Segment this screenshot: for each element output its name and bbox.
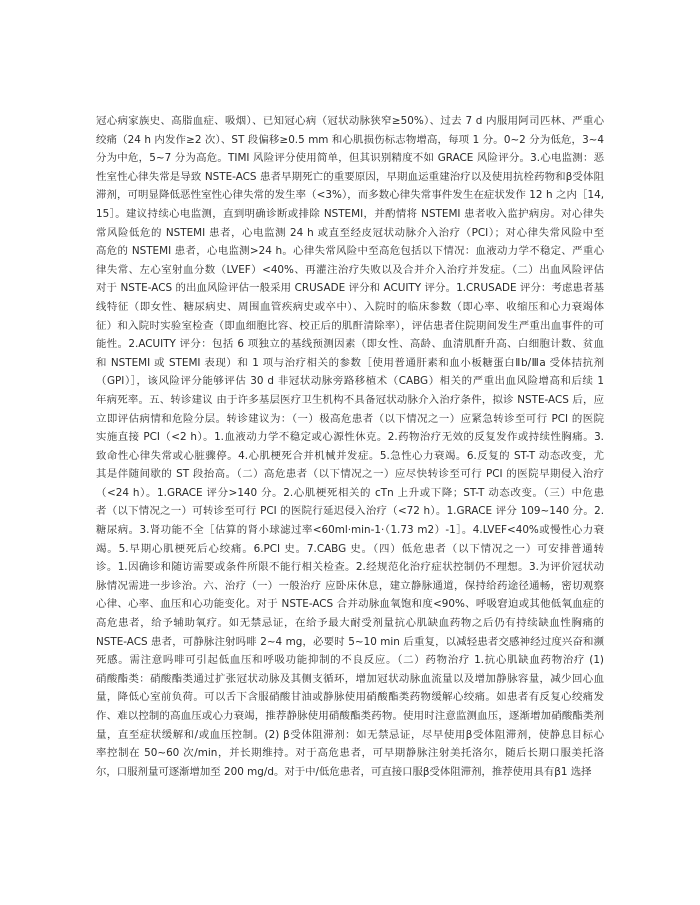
text-line: 致命性心律失常或心脏骤停。4.心肌梗死合并机械并发症。5.急性心力衰竭。6.反复的 ST-T 动态改变，尤	[96, 449, 604, 462]
text-line: 滞剂，可明显降低恶性室性心律失常的发生率（<3%），而多数心律失常事件发生在症状发作 12 h 之内［14,	[96, 189, 604, 202]
text-line: 线特征（即女性、糖尿病史、周围血管疾病史或卒中）、入院时的临床参数（即心率、收缩压和心力衰竭体	[96, 300, 604, 313]
text-line: 诊。1.因确诊和随访需要或条件所限不能行相关检查。2.经规范化治疗症状控制仍不理想。3.为评价冠状动	[96, 561, 604, 574]
text-line: 绞痛（24 h 内发作≥2 次）、ST 段偏移≥0.5 mm 和心肌损伤标志物增高，每项 1 分。0~2 分为低危，3~4	[96, 133, 604, 146]
text-line: 常风险低危的 NSTEMI 患者，心电监测 24 h 或直至经皮冠状动脉介入治疗（PCI）；对心律失常风险中至	[96, 226, 604, 239]
text-line: 糖尿病。3.肾功能不全［估算的肾小球滤过率<60ml·min-1·（1.73 m2）-1］。4.LVEF<40%或慢性心力衰	[96, 524, 604, 537]
text-line: 年病死率。五、转诊建议 由于许多基层医疗卫生机构不具备冠状动脉介入治疗条件，拟诊 NSTE-ACS 后，应	[96, 393, 604, 406]
text-line: 对于 NSTE-ACS 的出血风险评估一般采用 CRUSADE 评分和 ACUITY 评分。1.CRUSADE 评分：考虑患者基	[96, 282, 604, 295]
body-text	[96, 112, 604, 781]
text-line: 其是伴随间歇的 ST 段抬高。（二）高危患者（以下情况之一）应尽快转诊至可行 PCI 的医院早期侵入治疗	[96, 468, 604, 481]
text-line: 高危的 NSTEMI 患者，心电监测>24 h。心律失常风险中至高危包括以下情况：血液动力学不稳定、严重心	[96, 245, 604, 258]
text-line: 实施直接 PCI（<2 h）。1.血液动力学不稳定或心源性休克。2.药物治疗无效的反复发作或持续性胸痛。3.	[96, 431, 604, 444]
text-line: 量，降低心室前负荷。可以舌下含服硝酸甘油或静脉使用硝酸酯类药物缓解心绞痛。如患者有反复心绞痛发	[96, 691, 604, 704]
text-line: 尔，口服剂量可逐渐增加至 200 mg/d。对于中/低危患者，可直接口服β受体阻滞剂，推荐使用具有β1 选择	[96, 765, 592, 778]
text-line: 作、难以控制的高血压或心力衰竭，推荐静脉使用硝酸酯类药物。使用时注意监测血压，逐渐增加硝酸酯类剂	[96, 710, 604, 722]
text-line: 率控制在 50~60 次/min，并长期维持。对于高危患者，可早期静脉注射美托洛尔，随后长期口服美托洛	[96, 747, 604, 760]
text-line: 15］。建议持续心电监测，直到明确诊断或排除 NSTEMI，并酌情将 NSTEMI 患者收入监护病房。对心律失	[96, 207, 604, 220]
text-line: 心律、心率、血压和心功能变化。对于 NSTE-ACS 合并动脉血氧饱和度<90%、呼吸窘迫或其他低氧血症的	[96, 598, 604, 611]
text-line: 能性。2.ACUITY 评分：包括 6 项独立的基线预测因素（即女性、高龄、血清肌酐升高、白细胞计数、贫血	[96, 338, 604, 351]
text-line: （<24 h）。1.GRACE 评分>140 分。2.心肌梗死相关的 cTn 上升或下降；ST-T 动态改变。（三）中危患	[96, 486, 604, 499]
text-line: 分为中危，5~7 分为高危。TIMI 风险评分使用简单，但其识别精度不如 GRACE 风险评分。3.心电监测：恶	[96, 152, 604, 165]
text-line: 冠心病家族史、高脂血症、吸烟）、已知冠心病（冠状动脉狭窄≥50%）、过去 7 d 内服用阿司匹林、严重心	[96, 115, 604, 127]
text-line: 量，直至症状缓解和/或血压控制。(2) β受体阻滞剂：如无禁忌证，尽早使用β受体阻滞剂，使静息目标心	[96, 728, 604, 741]
text-line: 死感。需注意吗啡可引起低血压和呼吸功能抑制的不良反应。（二）药物治疗 1.抗心肌缺血药物治疗 (1)	[96, 654, 604, 667]
text-line: 征）和入院时实验室检查（即血细胞比容、校正后的肌酐清除率），评估患者住院期间发生严重出血事件的可	[96, 319, 604, 332]
text-line: （GPI）］，该风险评分能够评估 30 d 非冠状动脉旁路移植术（CABG）相关的严重出血风险增高和后续 1	[96, 375, 604, 388]
text-line: NSTE-ACS 患者，可静脉注射吗啡 2~4 mg，必要时 5~10 min 后重复，以减轻患者交感神经过度兴奋和濒	[96, 635, 604, 648]
text-line: 者（以下情况之一）可转诊至可行 PCI 的医院行延迟侵入治疗（<72 h）。1.GRACE 评分 109~140 分。2.	[96, 505, 604, 518]
text-line: 性室性心律失常是导致 NSTE-ACS 患者早期死亡的重要原因，早期血运重建治疗以及使用抗栓药物和β受体阻	[96, 170, 604, 183]
text-line: 立即评估病情和危险分层。转诊建议为：（一）极高危患者（以下情况之一）应紧急转诊至可行 PCI 的医院	[96, 412, 604, 425]
text-line: 硝酸酯类：硝酸酯类通过扩张冠状动脉及其侧支循环，增加冠状动脉血流量以及增加静脉容量，减少回心血	[96, 672, 604, 685]
text-line: 脉情况需进一步诊治。六、治疗（一）一般治疗 应卧床休息，建立静脉通道，保持给药途径通畅，密切观察	[96, 579, 604, 592]
text-line: 和 NSTEMI 或 STEMI 表现）和 1 项与治疗相关的参数［使用普通肝素和血小板糖蛋白Ⅱb/Ⅲa 受体拮抗剂	[96, 356, 604, 369]
text-line: 竭。5.早期心肌梗死后心绞痛。6.PCI 史。7.CABG 史。（四）低危患者（以下情况之一）可安排普通转	[96, 542, 604, 555]
text-line: 律失常、左心室射血分数（LVEF）<40%、再灌注治疗失败以及合并介入治疗并发症。（二）出血风险评估	[96, 263, 604, 276]
text-line: 高危患者，给予辅助氧疗。如无禁忌证，在给予最大耐受剂量抗心肌缺血药物之后仍有持续缺血性胸痛的	[96, 617, 604, 630]
